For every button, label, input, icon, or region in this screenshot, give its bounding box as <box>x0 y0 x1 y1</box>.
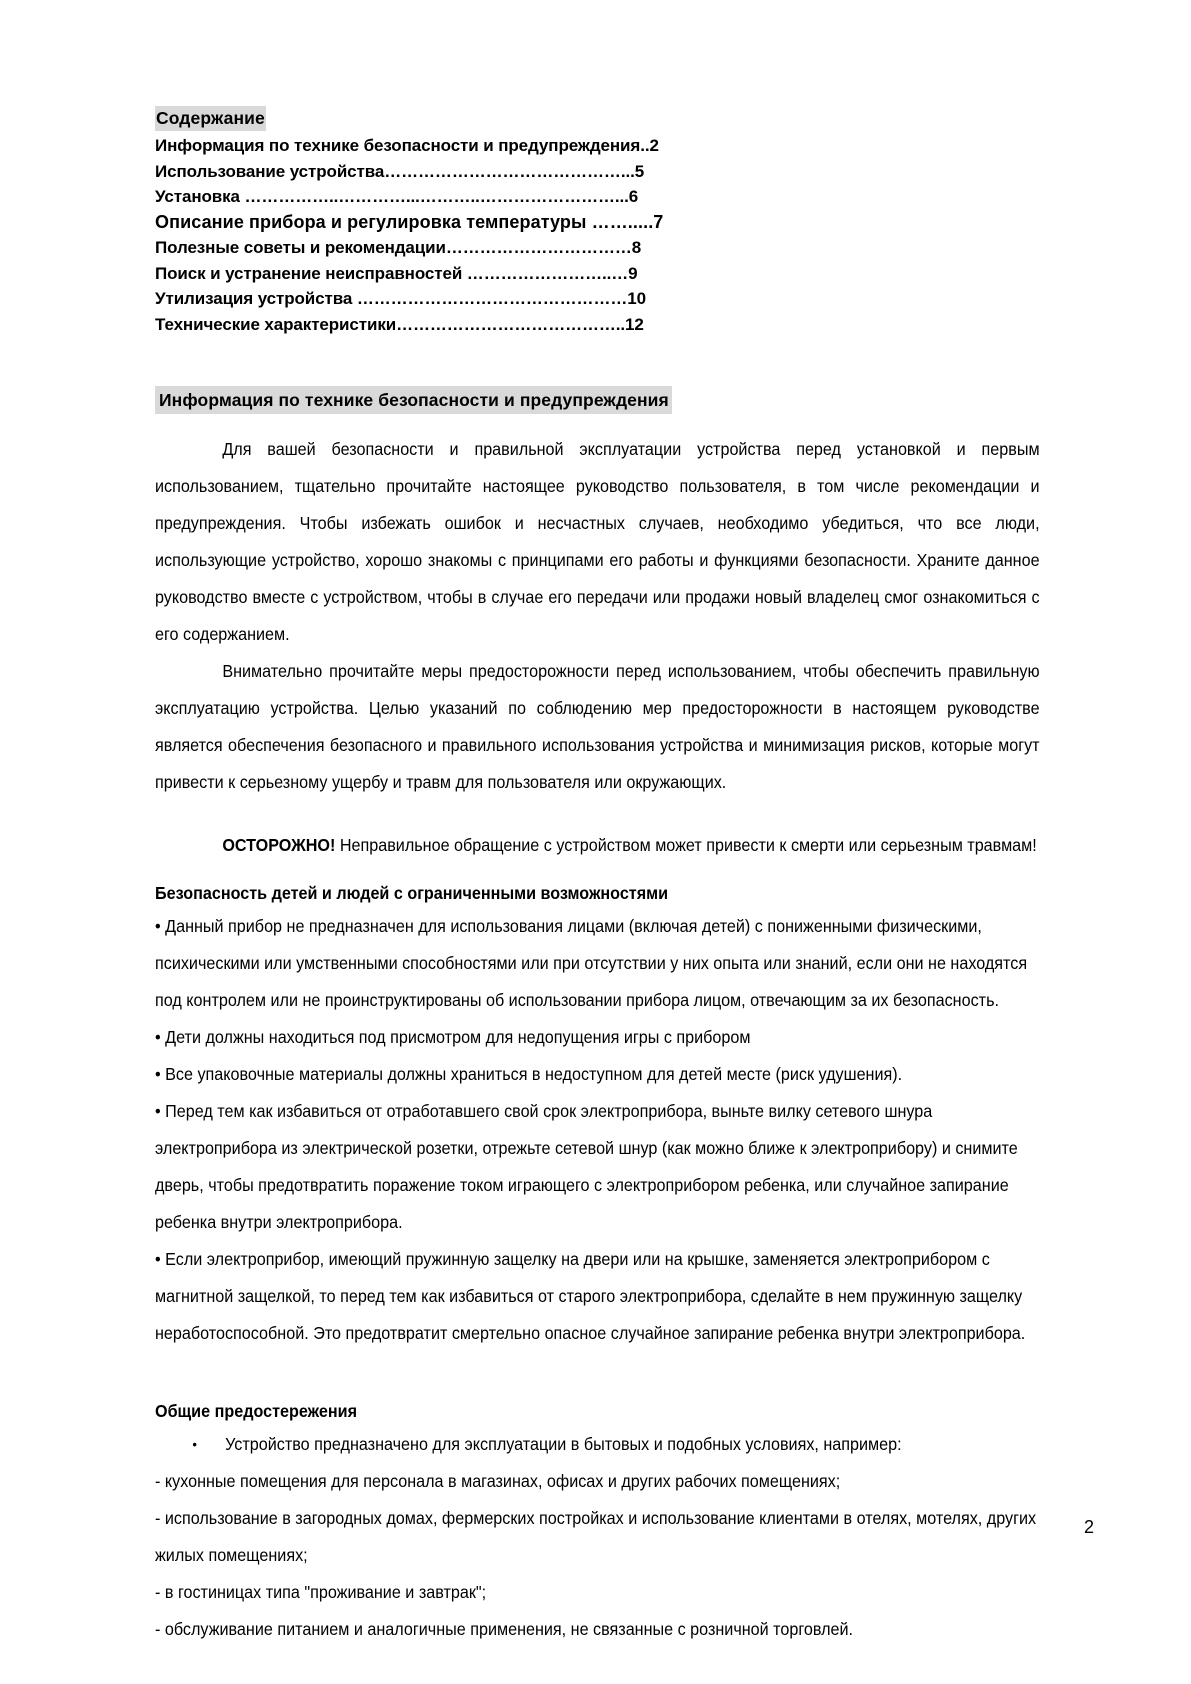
paragraph-precautions: Внимательно прочитайте меры предосторожности перед использованием, чтобы обеспечить правильную эксплуатацию устройства. Целью указаний по соблюдению мер предосторожности в настоящем руководстве является обеспечения безопасного и правильного использования устройства и минимизация рисков, которые могут привести к серьезному ущербу и травм для пользователя или окружающих. <box>155 661 1040 792</box>
warning-text: Неправильное обращение с устройством может привести к смерти или серьезным травмам! <box>335 835 1037 855</box>
toc-list <box>155 133 1040 337</box>
toc-title: Содержание <box>155 106 266 131</box>
toc-entry[interactable]: Поиск и устранение неисправностей ……………………..…9 <box>155 263 638 283</box>
children-safety-list <box>155 908 1040 1352</box>
list-item: • Дети должны находиться под присмотром для недопущения игры с прибором <box>155 1027 751 1047</box>
toc-entry[interactable]: Установка ……………..…………...………..……………………...6 <box>155 187 639 206</box>
subheading-general-warnings: Общие предостережения <box>155 1401 358 1421</box>
list-item: • Если электроприбор, имеющий пружинную защелку на двери или на крышке, заменяется электроприбором с магнитной защелкой, то перед тем как избавиться от старого электроприбора, сделайте в нем пружинную защелку неработоспособной. Это предотвратит смертельно опасное случайное запирание ребенка внутри электроприбора. <box>155 1249 1026 1343</box>
list-item: - обслуживание питанием и аналогичные применения, не связанные с розничной торговлей. <box>155 1619 854 1639</box>
warning-paragraph <box>155 827 1040 864</box>
page-content <box>155 106 1040 1648</box>
list-item: • Перед тем как избавиться от отработавшего свой срок электроприбора, выньте вилку сетевого шнура электроприбора из электрической розетки, отрежьте сетевой шнур (как можно ближе к электроприбору) и снимите дверь, чтобы предотвратить поражение током играющего с электроприбором ребенка, или случайное запирание ребенка внутри электроприбора. <box>155 1101 1018 1232</box>
section-body <box>155 431 1040 1648</box>
toc-entry[interactable]: Информация по технике безопасности и предупреждения..2 <box>155 136 659 155</box>
list-item: • Данный прибор не предназначен для использования лицами (включая детей) с пониженными физическими, психическими или умственными способностями или при отсутствии у них опыта или знаний, если они не находятся под контролем или не проинструктированы об использовании прибора лицом, отвечающим за их безопасность. <box>155 916 1028 1010</box>
table-of-contents <box>155 106 1040 337</box>
page-number: 2 <box>1083 1517 1094 1537</box>
general-warnings-dash-list <box>155 1463 1040 1648</box>
toc-entry[interactable]: Описание прибора и регулировка температуры …….....7 <box>155 211 664 232</box>
list-item: • Все упаковочные материалы должны храниться в недоступном для детей месте (риск удушения). <box>155 1064 903 1084</box>
warning-label: ОСТОРОЖНО! <box>222 835 336 855</box>
toc-entry[interactable]: Утилизация устройства …………………………………………10 <box>155 289 646 308</box>
list-item: - использование в загородных домах, фермерских постройках и использование клиентами в отелях, мотелях, других жилых помещениях; <box>155 1508 1037 1565</box>
subheading-children-safety: Безопасность детей и людей с ограниченными возможностями <box>155 883 669 903</box>
toc-entry[interactable]: Полезные советы и рекомендации……………………………8 <box>155 238 642 257</box>
list-item: - в гостиницах типа "проживание и завтрак"; <box>155 1582 487 1602</box>
toc-entry[interactable]: Технические характеристики…………………………………..12 <box>155 314 644 334</box>
paragraph-safety-intro: Для вашей безопасности и правильной эксплуатации устройства перед установкой и первым использованием, тщательно прочитайте настоящее руководство пользователя, в том числе рекомендации и предупреждения. Чтобы избежать ошибок и несчастных случаев, необходимо убедиться, что все люди, использующие устройство, хорошо знакомы с принципами его работы и функциями безопасности. Храните данное руководство вместе с устройством, чтобы в случае его передачи или продажи новый владелец смог ознакомиться с его содержанием. <box>155 439 1040 644</box>
list-item: - кухонные помещения для персонала в магазинах, офисах и других рабочих помещениях; <box>155 1471 841 1491</box>
section-heading: Информация по технике безопасности и предупреждения <box>155 386 672 414</box>
list-item-bulleted: • Устройство предназначено для эксплуатации в бытовых и подобных условиях, например: <box>155 1426 1110 1463</box>
toc-entry[interactable]: Использование устройства……………………………………...5 <box>155 161 645 181</box>
